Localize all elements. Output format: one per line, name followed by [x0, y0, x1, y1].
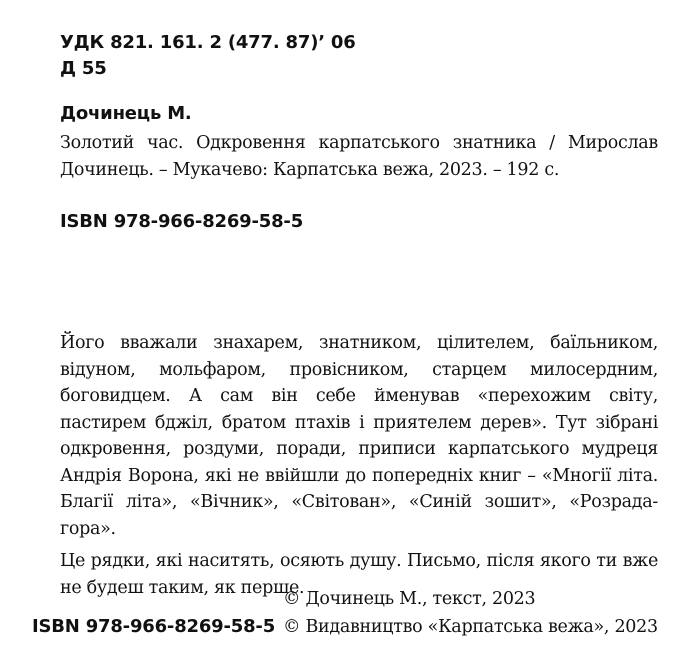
- isbn-bottom: ISBN 978-966-8269-58-5: [32, 616, 276, 637]
- copyright-block: [283, 585, 658, 641]
- udk-code: УДК 821. 161. 2 (477. 87)’ 06: [60, 32, 356, 53]
- author-mark: Д 55: [60, 58, 107, 79]
- bibliographic-description: Золотий час. Одкровення карпатського знатника / Мирослав Дочинець. – Мукачево: Карпатська вежа, 2023. – 192 с.: [60, 133, 658, 180]
- annotation-paragraph-1: Його вважали знахарем, знатником, цілителем, баїльником, відуном, мольфаром, провісником, старцем милосердним, боговидцем. А сам він себе йменував «перехожим світу, пастирем бджіл, братом птахів і приятелем дерев». Тут зібрані одкровення, роздуми, поради, приписи карпатського мудреця Андрія Ворона, які не ввійшли до попередніх книг – «Многії літа. Благії літа», «Вічник», «Світован», «Синій зошит», «Розрада-гора».: [60, 333, 658, 539]
- copyright-publisher: © Видавництво «Карпатська вежа», 2023: [283, 617, 658, 637]
- annotation: [60, 330, 658, 601]
- annotation-paragraph-2: Це рядки, які наситять, осяють душу. Письмо, після якого ти вже не будеш таким, як перше.: [60, 551, 658, 598]
- classification-block: [60, 30, 356, 82]
- author-name: Дочинець М.: [60, 103, 192, 124]
- copyright-text: © Дочинець М., текст, 2023: [283, 589, 536, 609]
- isbn-top: ISBN 978-966-8269-58-5: [60, 211, 304, 232]
